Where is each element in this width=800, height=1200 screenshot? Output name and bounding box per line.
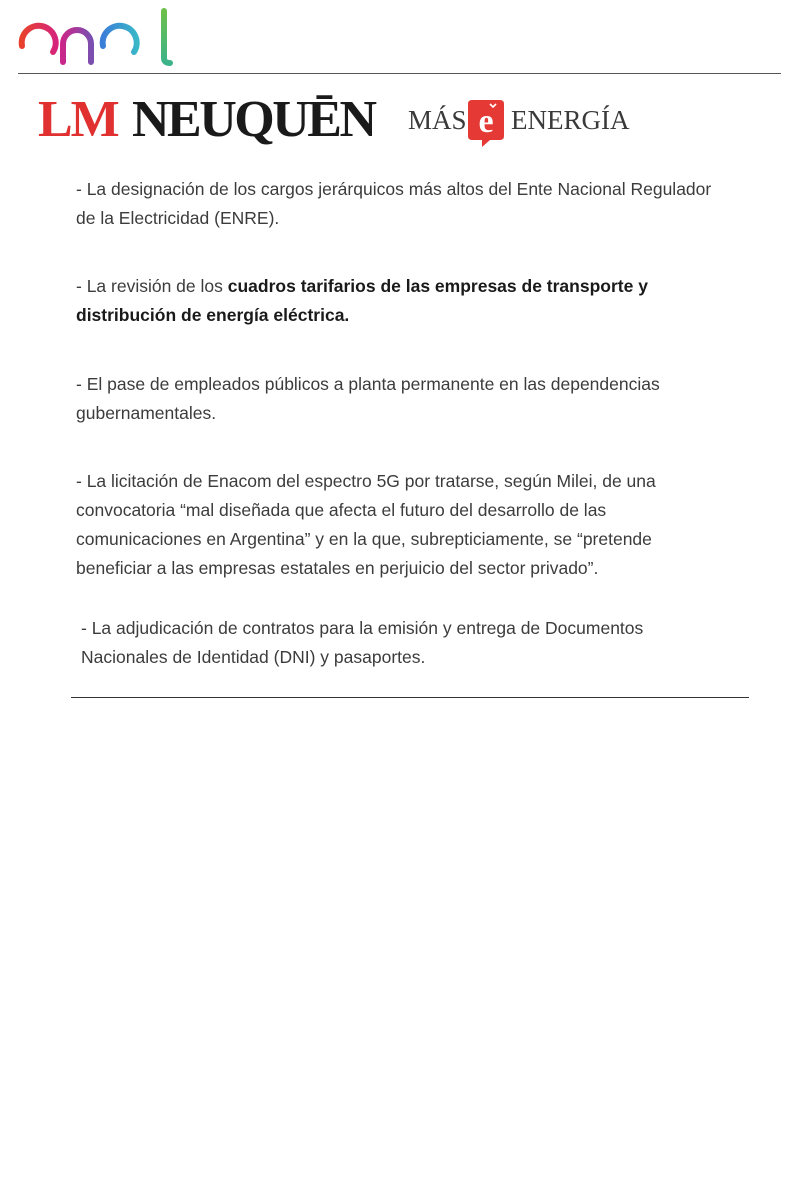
article-end-divider	[71, 697, 749, 698]
e-badge-letter: e	[478, 103, 494, 140]
mas-energia-energia: ENERGÍA	[511, 105, 630, 135]
header-divider	[18, 73, 781, 74]
enel-logo-graphic	[17, 6, 182, 68]
paragraph-cuadros-bold: cuadros tarifarios de las empresas de transporte y distribución de energía eléctrica.	[76, 276, 648, 325]
paragraph-cuadros-tarifarios	[76, 272, 726, 330]
mas-energia-mas: MÁS	[408, 105, 467, 135]
enel-logo[interactable]	[17, 6, 182, 68]
paragraph-enre: - La designación de los cargos jerárquicos más altos del Ente Nacional Regulador de la Electricidad (ENRE).	[76, 179, 712, 228]
paragraph-cuadros-prefix: - La revisión de los	[76, 276, 228, 296]
paragraph-enacom-5g: - La licitación de Enacom del espectro 5G por tratarse, según Milei, de una convocatoria “mal diseñada que afecta el futuro del desarrollo de las comunicaciones en Argentina” y en la que, subrepticiamente, se “pretende beneficiar a las empresas estatales en perjuicio del sector privado”.	[76, 471, 656, 578]
mas-energia-e-badge-icon	[466, 98, 506, 148]
brand-row	[38, 90, 638, 154]
paragraph-dni-pasaportes: - La adjudicación de contratos para la emisión y entrega de Documentos Nacionales de Identidad (DNI) y pasaportes.	[81, 618, 644, 667]
neuquen-logo-text[interactable]: NEUQUĒN	[132, 91, 375, 148]
paragraph-planta-permanente: - El pase de empleados públicos a planta permanente en las dependencias gubernamentales.	[76, 374, 660, 423]
lm-logo-text[interactable]: LM	[38, 91, 118, 148]
